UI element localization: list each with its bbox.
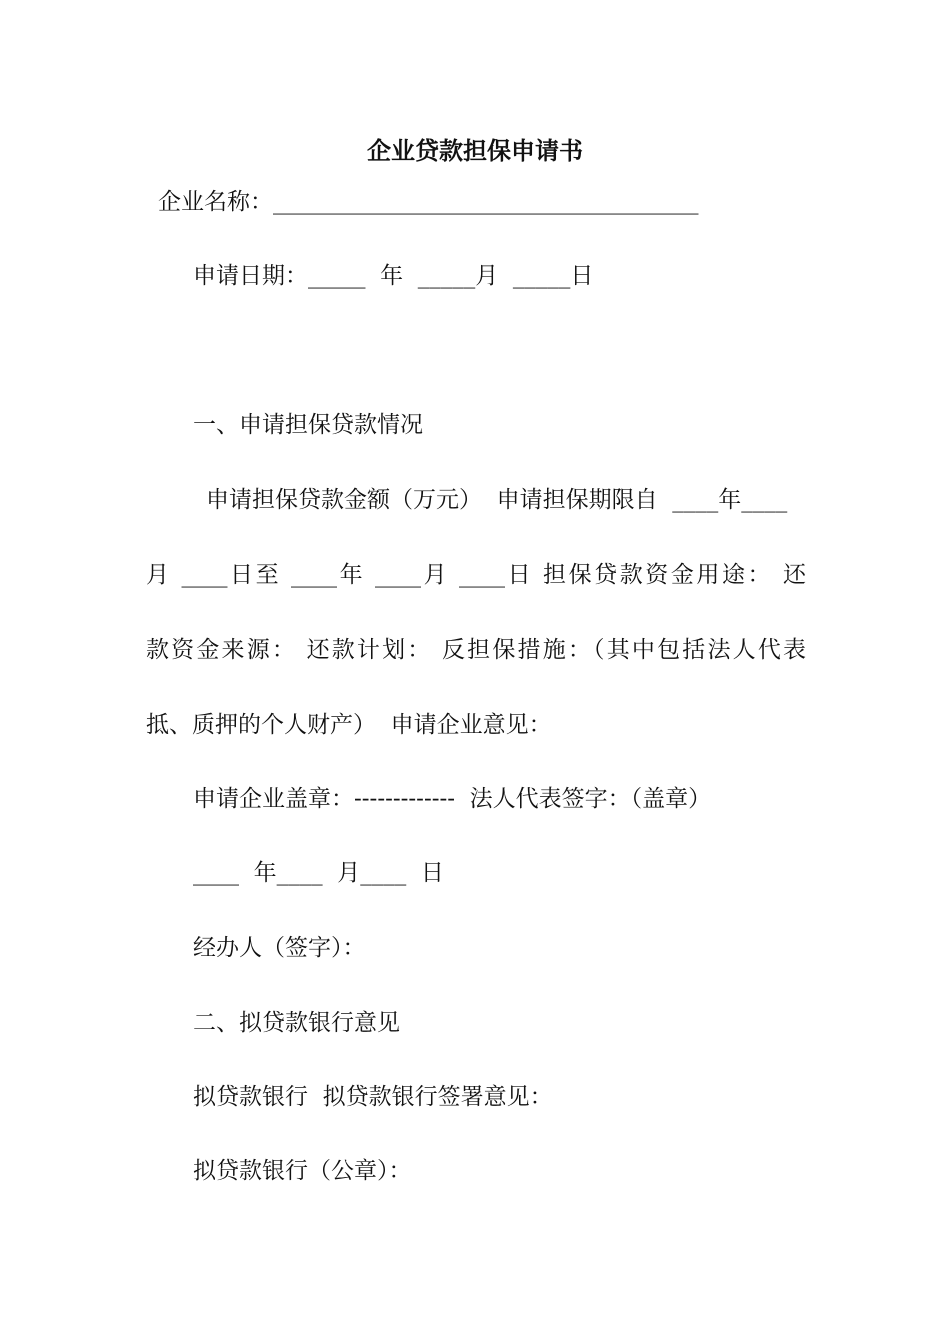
section-1-heading: 一、申请担保贷款情况: [193, 412, 423, 438]
company-seal-line: 申请企业盖章：------------- 法人代表签字：（盖章）: [193, 786, 712, 812]
document-title: 企业贷款担保申请书: [367, 136, 583, 165]
loan-info-line-3: 款资金来源： 还款计划： 反担保措施：（其中包括法人代表: [146, 637, 806, 663]
company-name-field: 企业名称：_____________________________________: [158, 189, 699, 215]
bank-seal-line: 拟贷款银行（公章）：: [193, 1158, 412, 1184]
application-date-field: 申请日期：_____ 年 _____月 _____日: [193, 263, 594, 289]
bank-opinion-line: 拟贷款银行 拟贷款银行签署意见：: [193, 1084, 553, 1110]
seal-date-line: ____ 年____ 月____ 日: [193, 860, 444, 886]
loan-info-line-2: 月 ____日至 ____年 ____月 ____日 担保贷款资金用途： 还: [146, 562, 806, 588]
loan-info-line-1: 申请担保贷款金额（万元） 申请担保期限自 ____年____: [206, 487, 788, 513]
handler-signature-line: 经办人（签字）：: [193, 935, 366, 961]
loan-info-line-4: 抵、质押的个人财产） 申请企业意见：: [146, 712, 552, 738]
section-2-heading: 二、拟贷款银行意见: [193, 1010, 400, 1036]
